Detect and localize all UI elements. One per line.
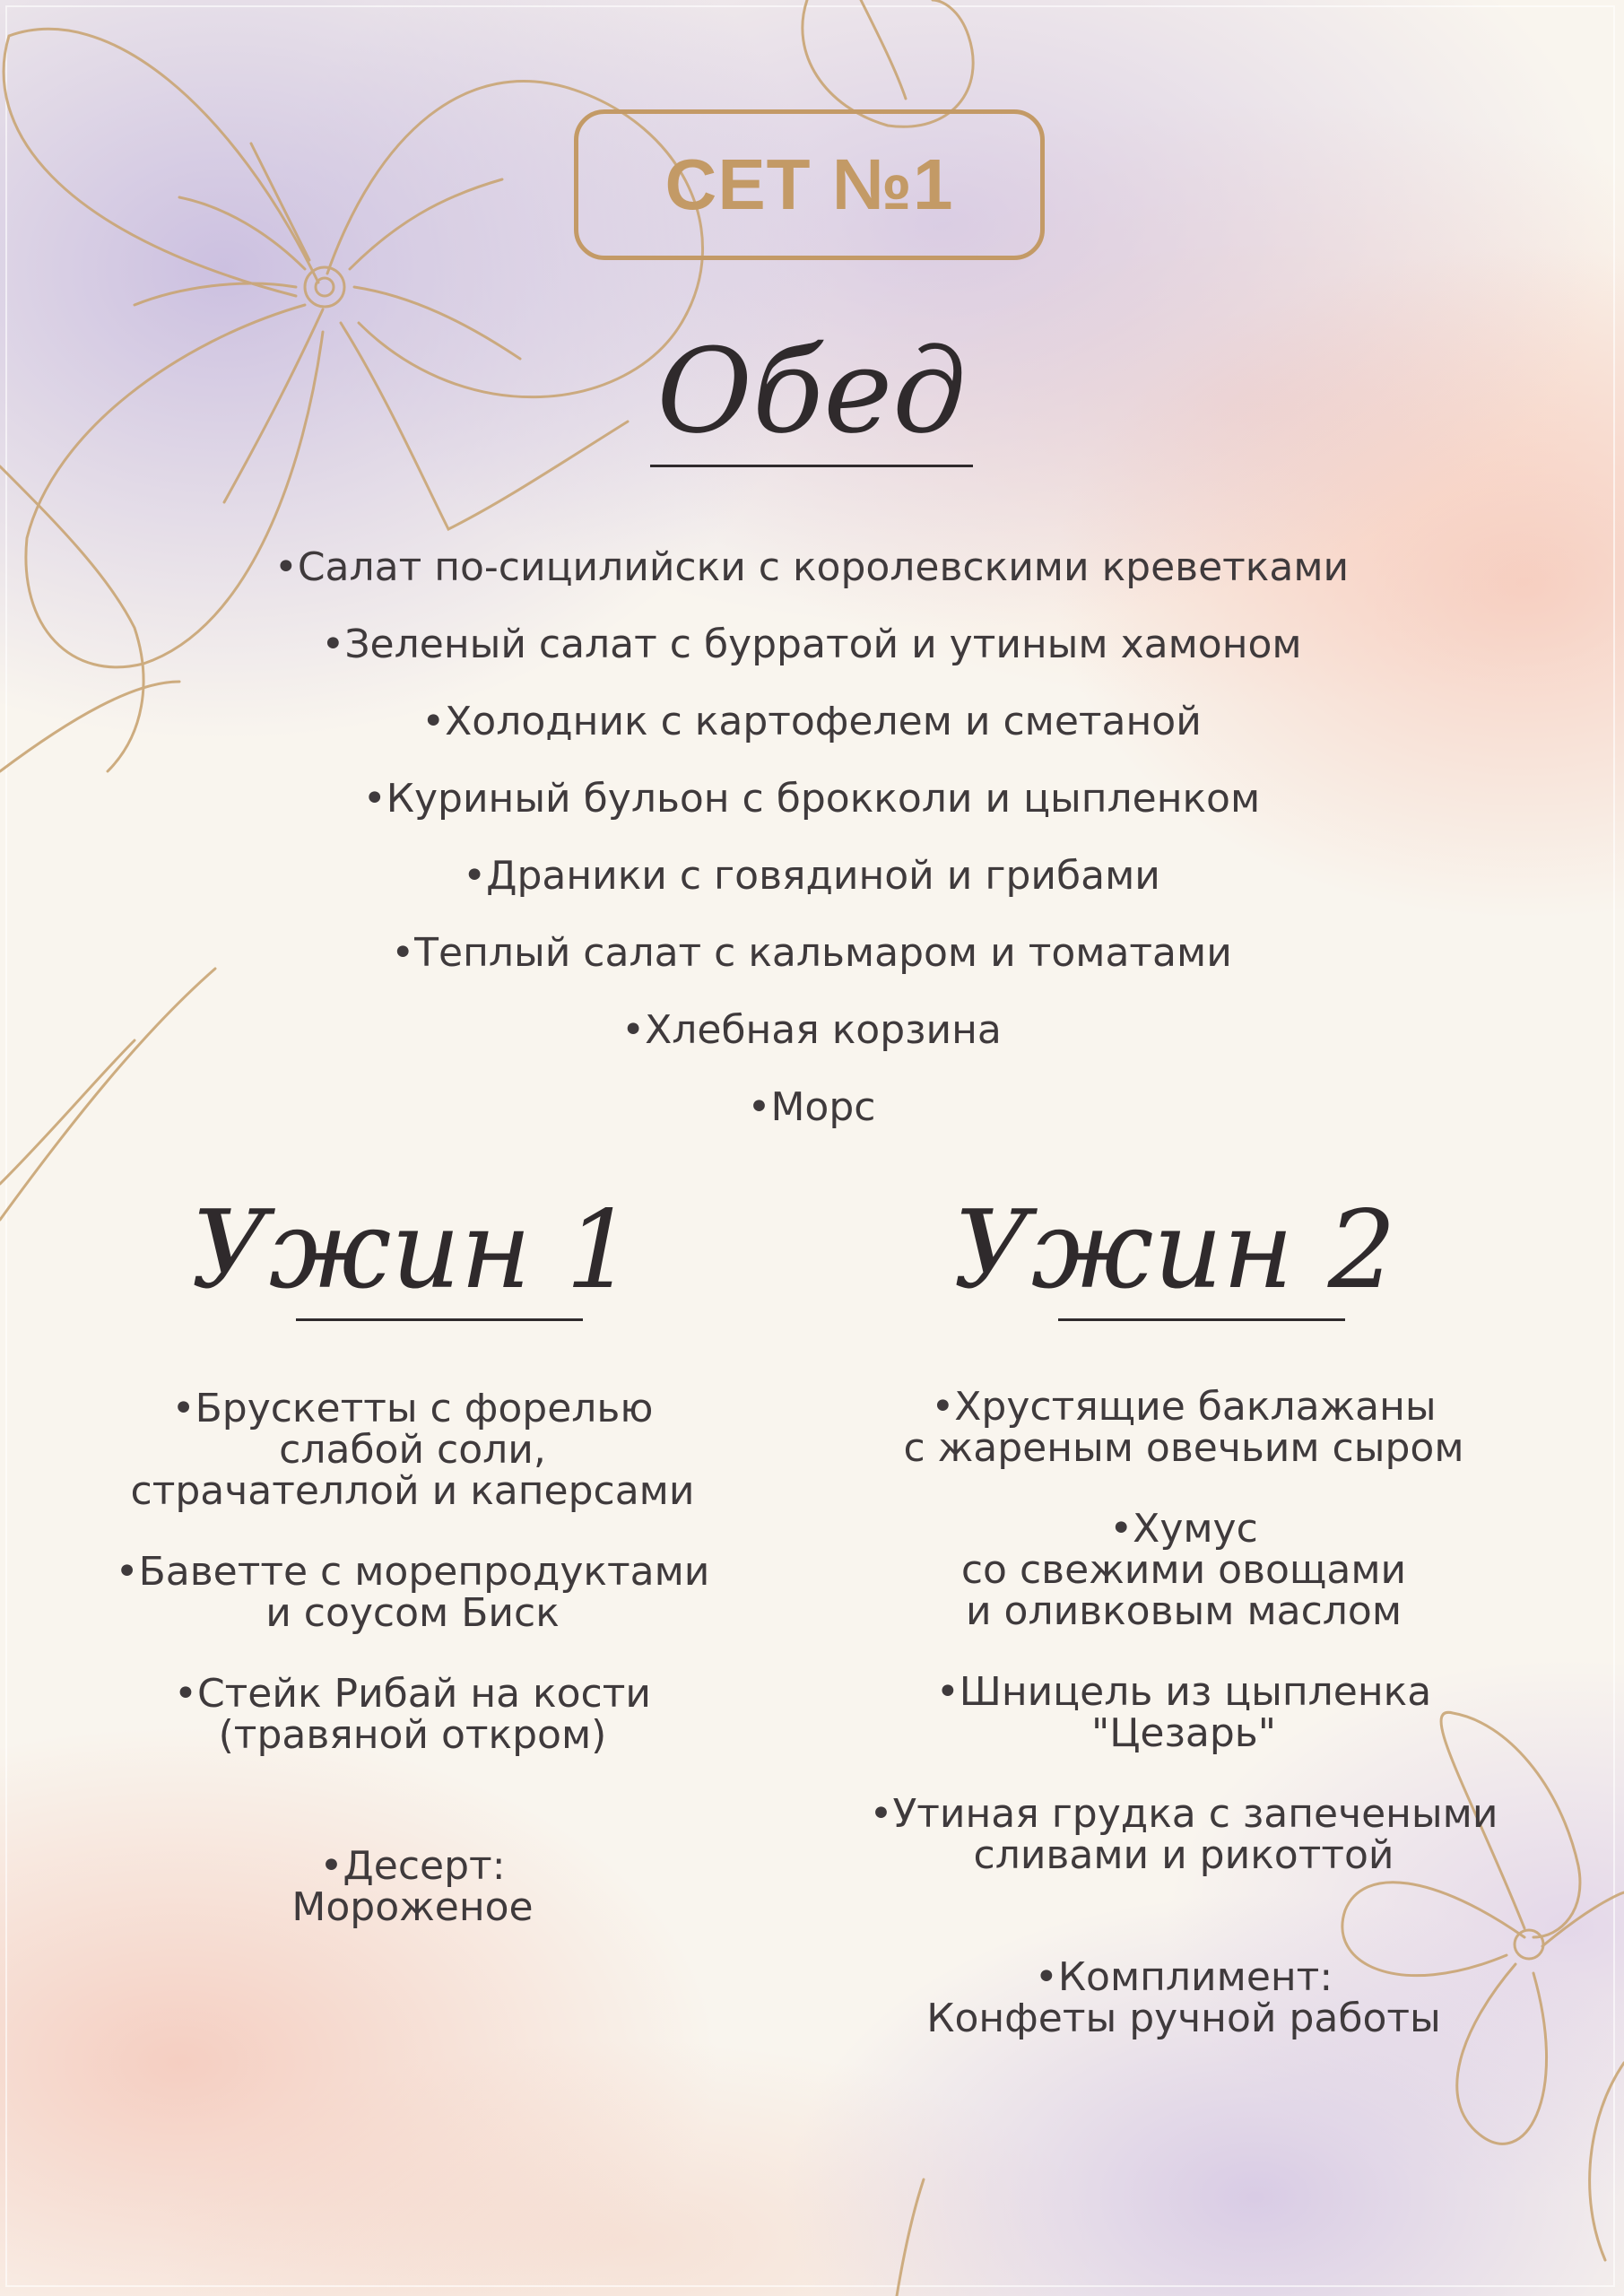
list-item-line: •Хумус (1109, 1506, 1258, 1552)
list-item-line: с жареным овечьим сыром (903, 1425, 1464, 1471)
list-item-line: •Десерт: (319, 1843, 506, 1889)
list-item (789, 1506, 1578, 1634)
list-item: •Зеленый салат с бурратой и утиным хамоном (321, 622, 1302, 667)
list-item (789, 1669, 1578, 1756)
list-item-line: Мороженое (291, 1884, 534, 1930)
list-item: •Драники с говядиной и грибами (463, 853, 1160, 899)
list-item-line: (травяной откром) (218, 1712, 607, 1758)
list-item: •Морс (747, 1084, 876, 1130)
list-item-line: сливами и рикоттой (973, 1832, 1394, 1878)
list-item-line: и оливковым маслом (965, 1588, 1403, 1634)
list-item-line: •Брускетты с форелью (171, 1386, 654, 1431)
list-item-line: слабой соли, (279, 1427, 546, 1473)
list-item-line: Конфеты ручной работы (926, 1996, 1441, 2041)
lunch-heading-underline (650, 465, 973, 467)
set-number-label: СЕТ №1 (664, 144, 954, 224)
list-item-line: страчателлой и каперсами (130, 1468, 695, 1514)
dinner1-heading-underline (296, 1318, 583, 1321)
list-item (54, 1843, 771, 1930)
list-item-line: •Баветте с морепродуктами (115, 1549, 710, 1595)
list-item: •Холодник с картофелем и сметаной (421, 699, 1202, 744)
list-item-line: •Утиная грудка с запечеными (869, 1791, 1498, 1837)
list-item (789, 1791, 1578, 1878)
lunch-heading-text: Обед (656, 323, 967, 459)
list-item-line: и соусом Биск (265, 1590, 560, 1636)
list-item-line: •Хрустящие баклажаны (931, 1384, 1437, 1430)
dinner1-heading-text: Ужин 1 (191, 1188, 634, 1313)
dinner2-heading-text: Ужин 2 (953, 1188, 1396, 1313)
list-item-line: "Цезарь" (1091, 1710, 1276, 1756)
dinner2-heading-underline (1058, 1318, 1345, 1321)
list-item: •Теплый салат с кальмаром и томатами (391, 930, 1232, 976)
flower-bud-icon-top (803, 0, 973, 126)
list-item (789, 1954, 1578, 2041)
list-item-line: •Стейк Рибай на кости (174, 1671, 651, 1717)
list-item (789, 1384, 1578, 1471)
dinner2-heading (942, 1188, 1408, 1321)
lunch-heading (632, 323, 991, 467)
dinner1-heading (179, 1188, 646, 1321)
list-item-line: •Комплимент: (1034, 1954, 1333, 2000)
list-item: •Салат по-сицилийски с королевскими креветками (274, 544, 1350, 590)
list-item (54, 1549, 771, 1636)
lunch-menu-list (94, 538, 1529, 1150)
list-item (54, 1388, 771, 1512)
dinner2-menu-list (789, 1384, 1578, 2041)
list-item: •Куриный бульон с брокколи и цыпленком (362, 776, 1261, 822)
list-item (54, 1671, 771, 1758)
list-item-line: со свежими овощами (960, 1547, 1407, 1593)
set-number-badge (574, 109, 1045, 260)
list-item-line: •Шницель из цыпленка (935, 1669, 1432, 1715)
dinner1-menu-list (54, 1388, 771, 1928)
list-item: •Хлебная корзина (621, 1007, 1002, 1053)
